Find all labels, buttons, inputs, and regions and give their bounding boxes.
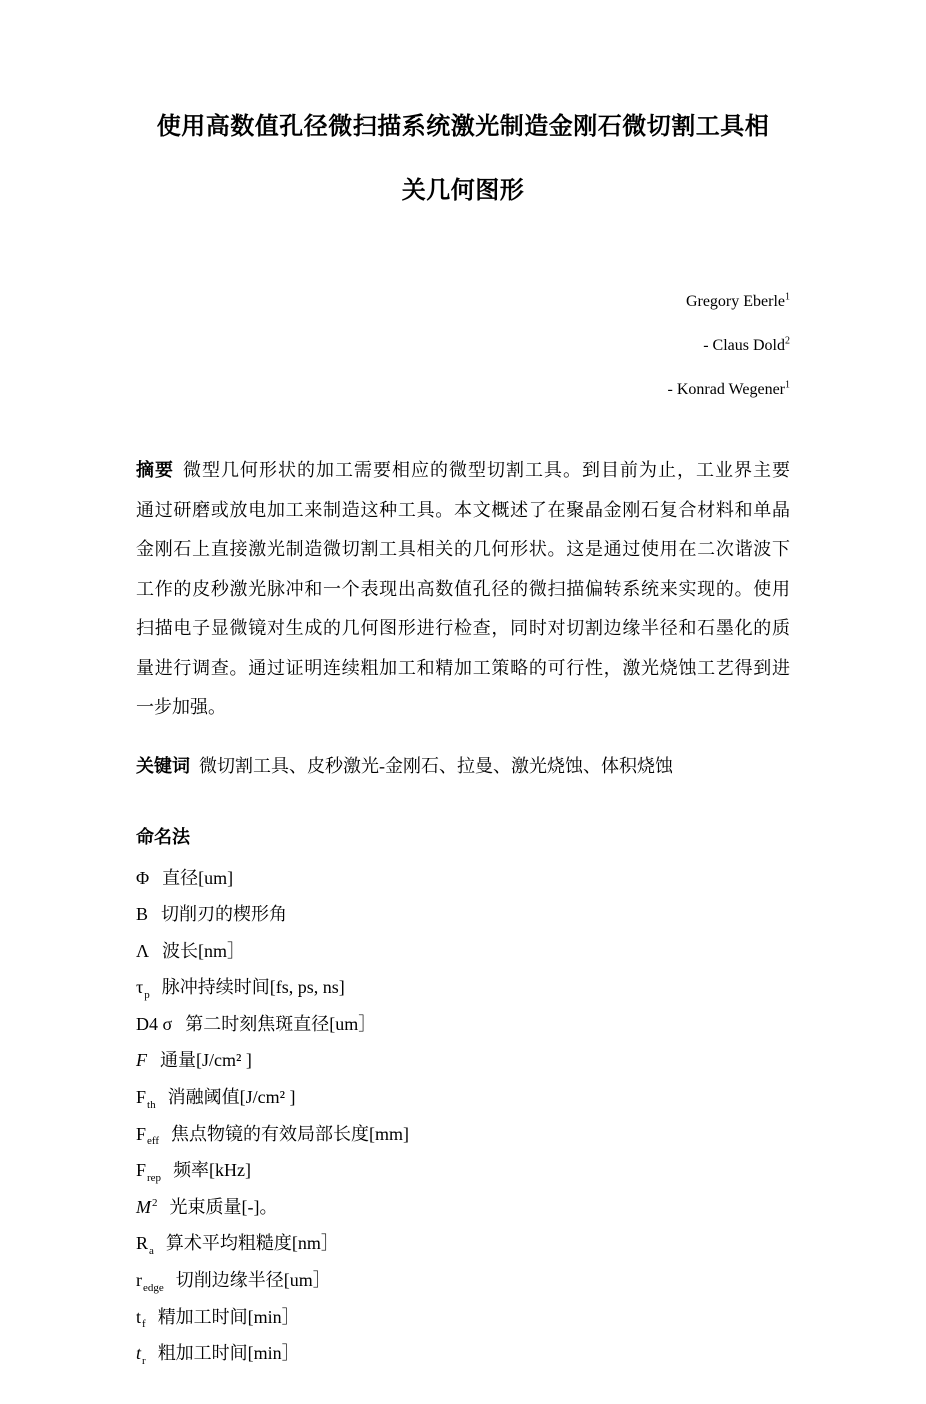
- symbol: B: [136, 904, 149, 925]
- author-segment: [686, 293, 790, 310]
- symbol-definition: 第二时刻焦斑直径[um］: [185, 1013, 377, 1034]
- nomenclature-item: [136, 1262, 790, 1299]
- nomenclature-list: [136, 860, 790, 1372]
- nomenclature-item: [136, 1335, 790, 1372]
- nomenclature-item: [136, 1079, 790, 1116]
- abstract-line: 扫描电子显微镜对生成的几何图形进行检查，同时对切割边缘半径和石墨化的质: [136, 618, 790, 638]
- symbol-subscript: a: [149, 1245, 154, 1258]
- symbol-definition: 精加工时间[min］: [157, 1306, 300, 1327]
- symbol-definition: 切削边缘半径[um］: [175, 1270, 331, 1291]
- nomenclature-item: [136, 896, 790, 933]
- abstract-label: 摘要: [136, 460, 174, 480]
- author-name: - Konrad Wegener: [663, 381, 785, 398]
- paper-title-line-2: 关几何图形: [401, 178, 525, 204]
- symbol: M: [136, 1196, 151, 1217]
- nomenclature-item: [136, 1042, 790, 1079]
- symbol: R: [136, 1233, 149, 1254]
- nomenclature-item: [136, 860, 790, 897]
- symbol: Φ: [136, 867, 150, 888]
- symbol-subscript: eff: [147, 1135, 160, 1148]
- abstract-line: [136, 451, 790, 491]
- abstract-line: 量进行调查。通过证明连续粗加工和精加工策略的可行性，激光烧蚀工艺得到进: [136, 657, 790, 678]
- symbol-definition: 算术平均粗糙度[nm］: [165, 1233, 339, 1254]
- author-segment: [691, 337, 790, 354]
- symbol-definition: 脉冲持续时间[fs, ps, ns]: [161, 977, 345, 998]
- nomenclature-item: [136, 1189, 790, 1226]
- author-affiliation-superscript: 1: [785, 291, 790, 303]
- symbol-definition: 切削刃的楔形角: [161, 904, 288, 925]
- symbol-subscript: th: [147, 1098, 156, 1111]
- symbol-subscript: p: [144, 988, 150, 1001]
- symbol: Λ: [136, 940, 150, 961]
- nomenclature-item: [136, 1116, 790, 1153]
- symbol-definition: 光束质量[-]。: [169, 1196, 278, 1217]
- symbol-subscript: edge: [143, 1281, 164, 1294]
- keywords-line: [136, 754, 790, 778]
- symbol: F: [136, 1160, 147, 1181]
- abstract-text: 微型几何形状的加工需要相应的微型切割工具。到目前为止，工业界主要: [183, 460, 790, 480]
- symbol-superscript: 2: [152, 1196, 158, 1209]
- abstract-line: 金刚石上直接激光制造微切割工具相关的几何形状。这是通过使用在二次谐波下: [136, 539, 790, 559]
- symbol: F: [136, 1050, 147, 1071]
- author-name: Gregory Eberle: [685, 293, 785, 310]
- abstract-paragraph: [136, 451, 790, 728]
- nomenclature-heading: 命名法: [136, 826, 190, 847]
- symbol: D4 σ: [136, 1013, 173, 1034]
- symbol-definition: 波长[nm］: [162, 940, 246, 961]
- nomenclature-item: [136, 1299, 790, 1336]
- symbol-subscript: f: [142, 1318, 146, 1331]
- paper-title: [136, 95, 790, 223]
- symbol-definition: 粗加工时间[min］: [157, 1343, 300, 1364]
- symbol: τ: [136, 977, 144, 998]
- author-line: [136, 225, 790, 423]
- page-content: [136, 95, 790, 1372]
- paper-title-line-1: 使用高数值孔径微扫描系统激光制造金刚石微切割工具相: [156, 114, 770, 140]
- symbol: F: [136, 1123, 147, 1144]
- abstract-line: 通过研磨或放电加工来制造这种工具。本文概述了在聚晶金刚石复合材料和单晶: [136, 499, 790, 520]
- abstract-line: 一步加强。: [136, 697, 226, 717]
- keywords-text: 微切割工具、皮秒激光-金刚石、拉曼、激光烧蚀、体积烧蚀: [199, 755, 673, 776]
- document-page: [0, 95, 926, 1404]
- symbol-definition: 直径[um]: [162, 867, 234, 888]
- symbol: t: [136, 1343, 142, 1364]
- symbol-definition: 消融阈值[J/cm² ]: [167, 1087, 296, 1108]
- author-name: - Claus Dold: [691, 337, 785, 354]
- author-segment: [664, 381, 790, 398]
- symbol: r: [136, 1270, 142, 1291]
- nomenclature-item: [136, 1006, 790, 1043]
- nomenclature-item: [136, 969, 790, 1006]
- symbol-subscript: rep: [147, 1171, 162, 1184]
- nomenclature-item: [136, 1152, 790, 1189]
- nomenclature-item: [136, 933, 790, 970]
- symbol-subscript: r: [142, 1354, 146, 1367]
- symbol-definition: 通量[J/cm² ]: [160, 1050, 252, 1071]
- abstract-line: 工作的皮秒激光脉冲和一个表现出高数值孔径的微扫描偏转系统来实现的。使用: [136, 578, 790, 599]
- symbol: F: [136, 1087, 147, 1108]
- author-affiliation-superscript: 1: [785, 379, 790, 391]
- symbol-definition: 频率[kHz]: [173, 1160, 252, 1181]
- symbol: t: [136, 1306, 142, 1327]
- author-affiliation-superscript: 2: [785, 335, 790, 347]
- nomenclature-item: [136, 1225, 790, 1262]
- keywords-label: 关键词: [136, 755, 190, 776]
- symbol-definition: 焦点物镜的有效局部长度[mm]: [171, 1123, 410, 1144]
